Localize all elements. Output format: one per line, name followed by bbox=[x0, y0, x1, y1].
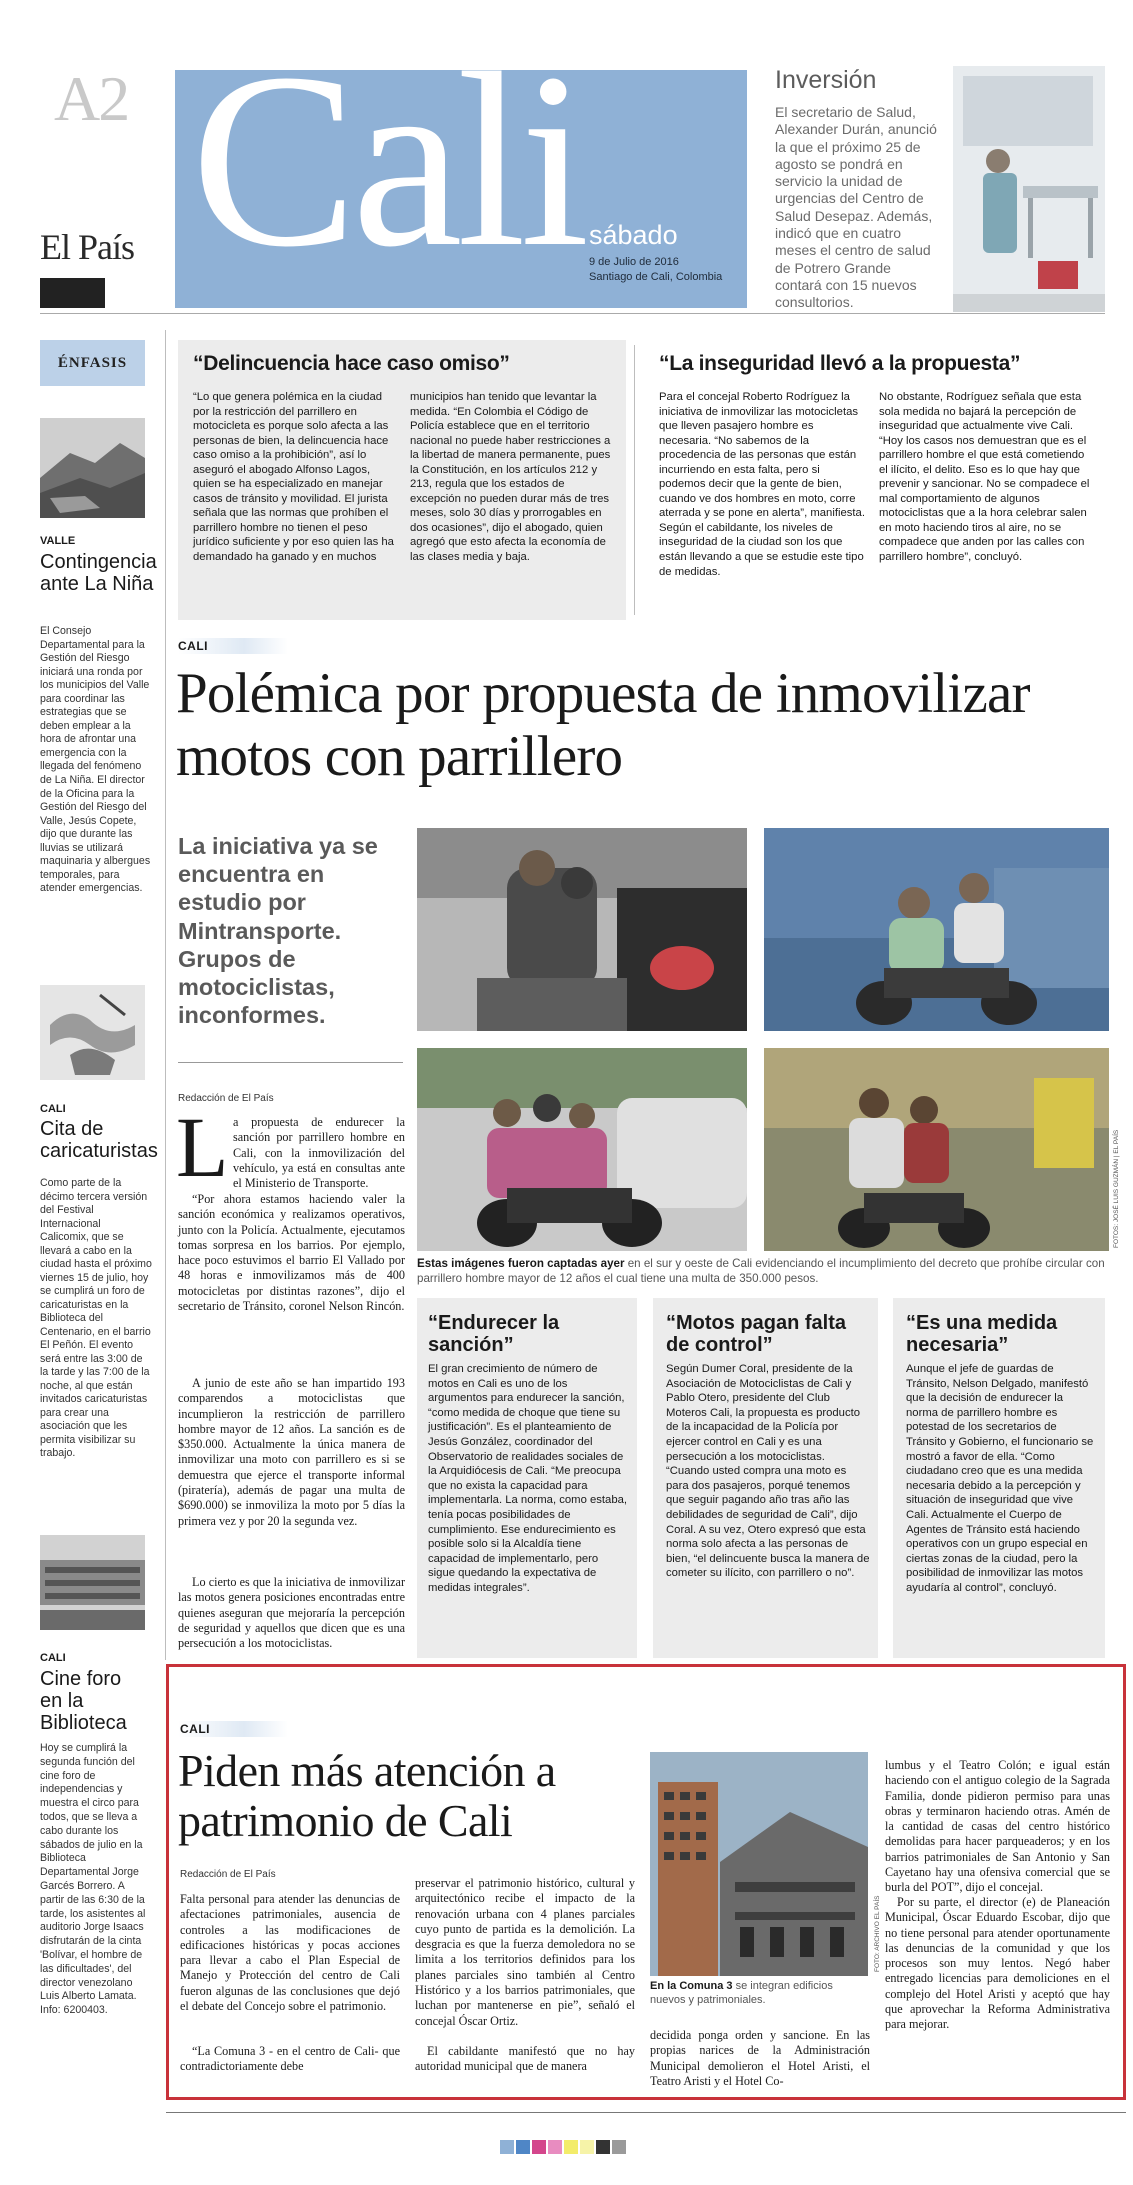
color-swatch bbox=[548, 2140, 562, 2154]
masthead-date: 9 de Julio de 2016 bbox=[589, 256, 679, 268]
bottom-quote-2-title: “Motos pagan falta de control” bbox=[666, 1312, 847, 1356]
heritage-headline: Piden más atención a patrimonio de Cali bbox=[178, 1745, 556, 1846]
sidebar-item-1-title: Contingencia ante La Niña bbox=[40, 551, 157, 595]
main-photo-caption bbox=[417, 1257, 1107, 1286]
main-kicker: CALI bbox=[178, 639, 208, 653]
masthead-rule bbox=[40, 313, 1105, 314]
heritage-photo-caption-lead: En la Comuna 3 bbox=[650, 1980, 733, 1992]
motorcycle-photo-1 bbox=[417, 828, 747, 1031]
heritage-col-2: preservar el patrimonio histórico, cultural y arquitectónico recibe el impacto de la renovación urbana con 4 planes parciales cuyo punto de partida es la demolición. La desgracia es que la fuerza demoledora no se limita a los territorios definidos para los planes parciales sino también al Centro Histórico y a los barrios patrimoniales, que luchan por mantenerse en pie”, señaló el concejal Óscar Ortiz. bbox=[415, 1876, 635, 2028]
heritage-photo-caption bbox=[650, 1980, 868, 2008]
heritage-col-4: lumbus y el Teatro Colón; e igual están haciendo con el antiguo colegio de la Sagrada Familia, donde pidieron permiso para unas obras y terminaron haciendo otras. Amén de la cantidad de casas del centro histórico demolidas para hacer parqueaderos; y en los barrios patrimoniales de San Antonio y San Cayetano hay una ofensiva comercial que se burla del POT”, dijo el concejal. bbox=[885, 1758, 1110, 1895]
sidebar-item-3-text: Hoy se cumplirá la segunda función del cine foro de independencias y muestra el circo para todos, que se lleva a cabo durante los sábados de julio en la Biblioteca Departamental Jorge Garcés Borrero. A partir de las 6:30 de la tarde, los asistentes al auditorio Jorge Isaacs disfrutarán de la cinta 'Bolívar, el hombre de las dificultades', del director venezolano Luis Alberto Lamata. Info: 6200403. bbox=[40, 1742, 146, 2017]
bottom-quote-2-text: Según Dumer Coral, presidente de la Asociación de Motociclistas de Cali y Pablo Otero, presidente del Club Moteros Cali, la propuesta es producto de la incapacidad de la Policía por ejercer control en Cali y es una persecución a los motociclistas. “Cuando usted compra una moto es para dos pasajeros, porqué tenemos que seguir pagando año tras año las debilidades de seguridad de Cali”, dijo Coral. A su vez, Otero expresó que esta norma solo afecta a las personas de bien, “el delincuente busca la manera de cometer su ilícito, con parrillero o no”. bbox=[666, 1363, 870, 1580]
sidebar-header bbox=[40, 340, 145, 386]
color-swatch bbox=[500, 2140, 514, 2154]
main-photo-caption-text: en el sur y oeste de Cali evidenciando el incumplimiento del decreto que prohíbe circular con parrillero hombre mayor de 12 años el cual tiene una multa de 350.000 pesos. bbox=[417, 1257, 1105, 1285]
main-drop-cap: L bbox=[176, 1099, 229, 1195]
heritage-col-1: Falta personal para atender las denuncias de afectaciones patrimoniales, ausencia de controles a las modificaciones de edificaciones históricas y pocas acciones para llevar a cabo el Plan Especial de Manejo y Protección del centro de Cali fueron algunas de las conclusiones que dejó el debate del Concejo sobre el patrimonio. bbox=[180, 1892, 400, 2014]
sidebar-item-3-kicker: CALI bbox=[40, 1652, 66, 1664]
quote-box-1 bbox=[178, 340, 626, 620]
landslide-photo bbox=[40, 418, 145, 518]
bottom-quote-box-2 bbox=[653, 1298, 878, 1658]
library-photo bbox=[40, 1535, 145, 1630]
heritage-kicker: CALI bbox=[180, 1722, 210, 1736]
color-swatch bbox=[564, 2140, 578, 2154]
heritage-photo bbox=[650, 1752, 868, 1976]
motorcycle-photo-4 bbox=[764, 1048, 1109, 1251]
logo-bar bbox=[40, 278, 105, 308]
color-swatch bbox=[612, 2140, 626, 2154]
masthead-place: Santiago de Cali, Colombia bbox=[589, 271, 723, 283]
quote-2-col1: Para el concejal Roberto Rodríguez la iniciativa de inmovilizar las motocicletas que lleven pasajero hombre es necesaria. “No sabemos de la procedencia de las personas que están incurriendo en esta falta, pero si podemos decir que la gente de bien, cuando ve dos hombres en moto, corre aterrada y se pone en alerta”, manifiesta. Según el cabildante, los niveles de inseguridad de la ciudad son los que están llevando a que se estudie este tipo de medidas. bbox=[659, 391, 865, 578]
color-swatch bbox=[532, 2140, 546, 2154]
quote-1-title: “Delincuencia hace caso omiso” bbox=[193, 352, 510, 375]
main-para-3: A junio de este año se han impartido 193 comparendos a motociclistas que incumplieron la restricción de parrillero hombre mayor de 12 años. La sanción es de $350.000. Actualmente la única manera de inmovilizar una moto con parrillero es si se demuestra que ejerce el transporte informal (piratería), además de pagar una multa de $690.000) se inmoviliza la moto por 5 días la primera vez y por 20 la segunda vez. bbox=[178, 1376, 405, 1528]
bottom-quote-box-3 bbox=[893, 1298, 1105, 1658]
heritage-photo-caption-text: se integran edificios nuevos y patrimoniales. bbox=[650, 1980, 833, 2006]
quote-1-col2: municipios han tenido que levantar la medida. “En Colombia el Código de Policía establece que en el territorio nacional no puede haber restricciones a la libertad de manera permanente, pues la Constitución, en los artículos 212 y 213, regula que los estados de excepción no pueden durar más de tres meses, solo 30 días y prorrogables en dos ocasiones”, dijo el abogado, quien agregó que esto afecta la economía de las clases media y baja. bbox=[410, 391, 611, 564]
sidebar-item-3-title: Cine foro en la Biblioteca bbox=[40, 1668, 127, 1734]
main-photo-credit: FOTOS: JOSÉ LUIS GUZMÁN | EL PAÍS bbox=[1113, 1129, 1120, 1248]
heritage-byline: Redacción de El País bbox=[180, 1869, 276, 1880]
main-photo-caption-lead: Estas imágenes fueron captadas ayer bbox=[417, 1257, 625, 1270]
footer-rule bbox=[166, 2112, 1126, 2113]
hands-photo bbox=[40, 985, 145, 1080]
sidebar-item-2-text: Como parte de la décimo tercera versión del Festival Internacional Calicomix, que se llevará a cabo en la ciudad hasta el próximo viernes 15 de julio, hoy se cumplirá un foro de caricaturistas en la Biblioteca del Centenario, en el barrio El Peñón. El evento será entre las 3:00 de la tarde y las 7:00 de la noche, al que están invitados caricaturistas para crear una asociación que les permita visibilizar su trabajo. bbox=[40, 1177, 152, 1459]
bottom-quote-1-title: “Endurecer la sanción” bbox=[428, 1312, 560, 1356]
publication-logo: El País bbox=[40, 227, 135, 267]
bottom-quote-box-1 bbox=[417, 1298, 637, 1658]
page-number: A2 bbox=[54, 63, 129, 134]
heritage-col-1b: “La Comuna 3 - en el centro de Cali- que contradictoriamente debe bbox=[180, 2044, 400, 2074]
sidebar bbox=[40, 340, 145, 386]
main-para-4: Lo cierto es que la iniciativa de inmovilizar las motos genera posiciones encontradas entre quienes aseguran que mejoraría la percepción de seguridad y aquellos que dicen que es una persecución a los motociclistas. bbox=[178, 1575, 405, 1651]
section-title: Cali bbox=[191, 70, 584, 299]
bottom-quote-3-title: “Es una medida necesaria” bbox=[906, 1312, 1058, 1356]
hospital-photo bbox=[953, 66, 1105, 312]
masthead-day: sábado bbox=[589, 220, 678, 250]
main-para-2: “Por ahora estamos haciendo valer la sanción económica y realizamos operativos, junto con la Policía. Actualmente, ejecutamos tomas sorpresa en los barrios. Por ejemplo, hace poco estuvimos el barrio El Vallado por 48 horas e inmovilizamos más de 400 motocicletas por distintas razones”, dijo el secretario de Tránsito, coronel Nelson Rincón. bbox=[178, 1192, 405, 1314]
main-deck: La iniciativa ya se encuentra en estudio por Mintransporte. Grupos de motociclistas, inconformes. bbox=[178, 833, 378, 1029]
motorcycle-photo-3 bbox=[417, 1048, 747, 1251]
color-swatch bbox=[580, 2140, 594, 2154]
main-headline: Polémica por propuesta de inmovilizar motos con parrillero bbox=[176, 662, 1030, 788]
main-para-1: a propuesta de endurecer la sanción por parrillero hombre en Cali, con la inmovilización del vehículo, ya está en consultas ante el Ministerio de Transporte. bbox=[233, 1115, 405, 1191]
color-swatch bbox=[516, 2140, 530, 2154]
motorcycle-photo-2 bbox=[764, 828, 1109, 1031]
heritage-col-4b: Por su parte, el director (e) de Planeación Municipal, Óscar Eduardo Escobar, dijo que no tiene personal para atender oportunamente las denuncias de la comunidad y que los procesos son muy lentos. Negó haber entregado licencias para demoliciones en el complejo del Hotel Aristi y aceptó que hay que aprovechar la Reforma Administrativa para mejorar. bbox=[885, 1895, 1110, 2032]
print-color-bar bbox=[500, 2140, 626, 2154]
quote-box-2 bbox=[643, 340, 1105, 620]
heritage-photo-credit: FOTO: ARCHIVO EL PAÍS bbox=[874, 1895, 881, 1972]
bottom-quote-3-text: Aunque el jefe de guardas de Tránsito, Nelson Delgado, manifestó que la decisión de endurecer la norma de parrillero hombre es potestad de los secretarios de Tránsito y Gobierno, el funcionario se mostró a favor de ella. “Como ciudadano creo que es una medida necesaria debido a la percepción y situación de inseguridad que vive Cali. Actualmente el Cuerpo de Agentes de Tránsito está haciendo operativos con un grupo especial en ciertas zonas de la ciudad, pero la posibilidad de inmovilizar las motos ayudaría al control”, concluyó. bbox=[906, 1363, 1094, 1594]
bottom-quote-1-text: El gran crecimiento de número de motos en Cali es uno de los argumentos para endurecer la sanción, “como medida de choque que tiene su justificación”. Es el planteamiento de Jesús González, coordinador del Observatorio de realidades sociales de la Arquidiócesis de Cali. “Me preocupa que no exista la capacidad para implementarla. La norma, como estaba, tenía pocas posibilidades de cumplimiento. Ese endurecimiento es posible solo si la Alcaldía tiene capacidad de implementarlo, pero sigue quedando la expectativa de medidas integrales”. bbox=[428, 1363, 628, 1594]
sidebar-item-1-kicker: VALLE bbox=[40, 535, 76, 547]
deck-rule bbox=[178, 1062, 403, 1063]
sidebar-item-2-title: Cita de caricaturistas bbox=[40, 1118, 158, 1162]
sidebar-divider bbox=[165, 330, 166, 1660]
quote-1-col1: “Lo que genera polémica en la ciudad por la restricción del parrillero en motocicleta es porque solo afecta a las personas de bien, la delincuencia hace caso omiso a la prohibición”, así lo aseguró el abogado Alfonso Lagos, quien se ha especializado en manejar casos de tránsito y movilidad. El jurista señala que las normas que prohíben el parrillero hombre no tienen el peso jurídico suficiente y por eso quien las ha demandado ha ganado y en muchos bbox=[193, 391, 394, 564]
sidebar-item-1-text: El Consejo Departamental para la Gestión del Riesgo iniciará una ronda por los municipios del Valle para coordinar las estrategias que se deben emplear a la hora de afrontar una emergencia con la llegada del fenómeno de La Niña. El director de la Oficina para la Gestión del Riesgo del Valle, Jesús Copete, dijo que durante las lluvias se utilizará maquinaria y albergues temporales, para atender emergencias. bbox=[40, 625, 151, 895]
quote-2-title: “La inseguridad llevó a la propuesta” bbox=[659, 352, 1021, 375]
quote-2-col2: No obstante, Rodríguez señala que esta sola medida no bajará la percepción de inseguridad que actualmente vive Cali. “Hoy los casos nos demuestran que es el parrillero hombre el que está cometiendo el ilícito, el delito. Eso es lo que hay que prevenir y sancionar. No se compadece el mal comportamiento de algunos motociclistas que a la hora celebrar salen en moto haciendo tiros al aire, no se compadece que anden por las calles con parrillero hombre”, concluyó. bbox=[879, 391, 1090, 564]
main-byline: Redacción de El País bbox=[178, 1093, 274, 1104]
color-swatch bbox=[596, 2140, 610, 2154]
masthead-banner bbox=[175, 70, 747, 308]
quotes-divider bbox=[634, 345, 635, 615]
sidebar-item-2-kicker: CALI bbox=[40, 1103, 66, 1115]
heritage-col-2b: El cabildante manifestó que no hay autoridad municipal que de manera bbox=[415, 2044, 635, 2074]
investment-brief-title: Inversión bbox=[775, 66, 877, 94]
heritage-col-3: decidida ponga orden y sancione. En las propias narices de la Administración Municipal demolieron el Hotel Aristi, el Teatro Aristi y el Hotel Co- bbox=[650, 2028, 870, 2088]
sidebar-header-label: ÉNFASIS bbox=[57, 354, 128, 371]
investment-brief-text: El secretario de Salud, Alexander Durán, anunció la que el próximo 25 de agosto se pondrá en servicio la unidad de urgencias del Centro de Salud Desepaz. Además, indicó que en cuatro meses el centro de salud de Potrero Grande contará con 15 nuevos consultorios. bbox=[775, 104, 937, 311]
